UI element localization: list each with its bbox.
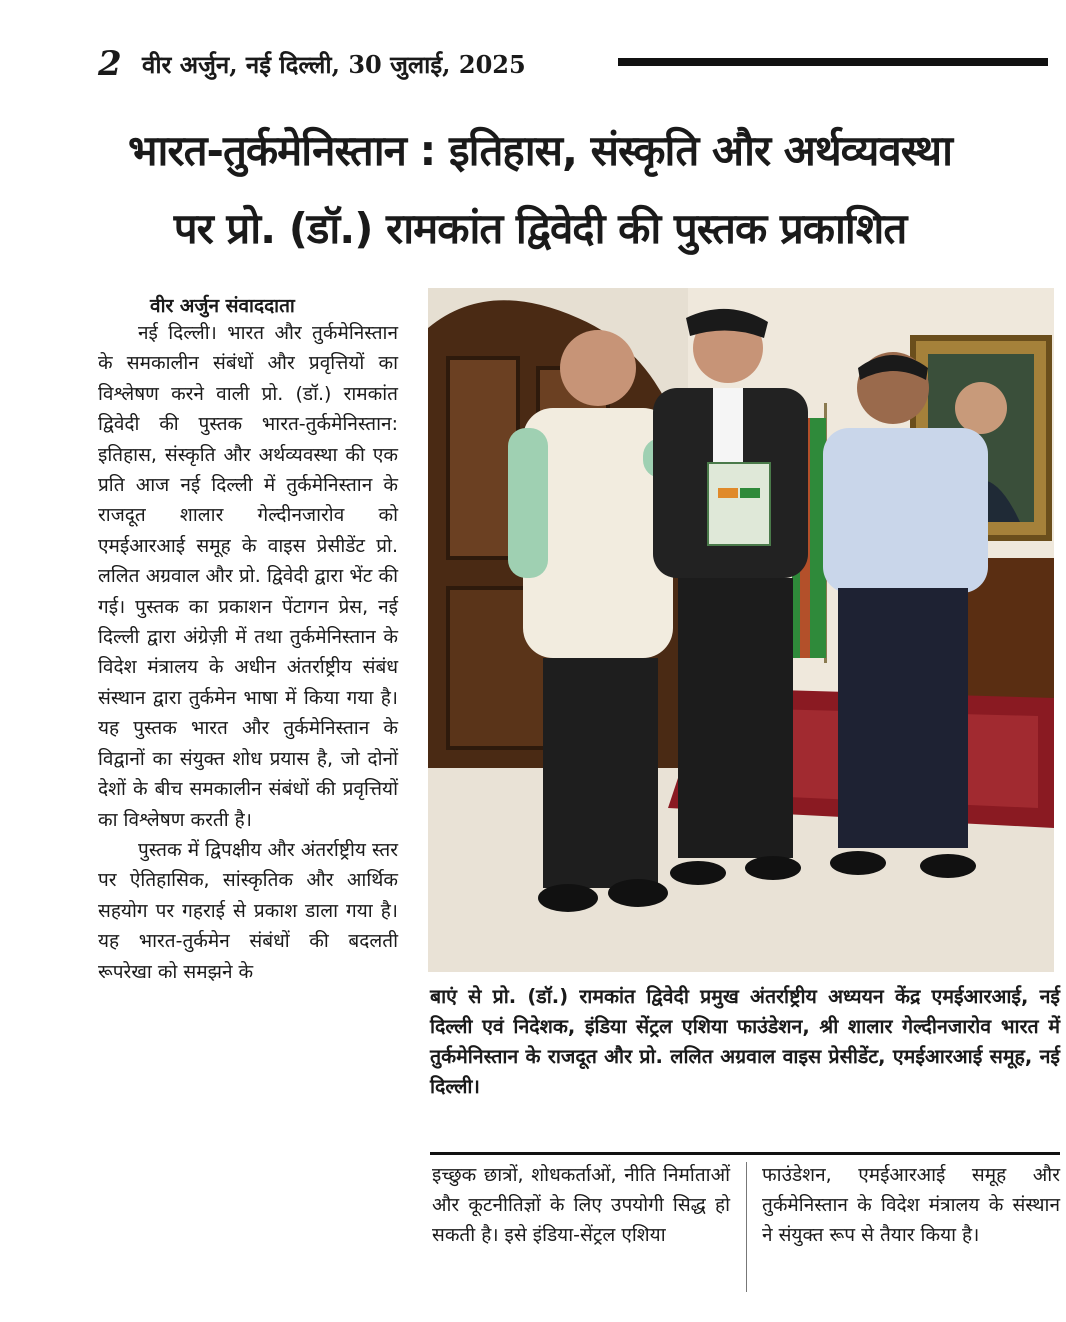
headline (40, 112, 1040, 268)
column-divider (746, 1162, 747, 1292)
page-number: 2 (98, 44, 122, 84)
photo-caption: बाएं से प्रो. (डॉ.) रामकांत द्विवेदी प्रमुख अंतर्राष्ट्रीय अध्ययन केंद्र एमईआरआई, नई दिल्ली एवं निदेशक, इंडिया सेंट्रल एशिया फाउंडेशन, श्री शालार गेल्दीनजारोव भारत में तुर्कमेनिस्तान के राजदूत और प्रो. ललित अग्रवाल वाइस प्रेसीडेंट, एमईआरआई समूह, नई दिल्ली। (430, 985, 1060, 1098)
photo-illustration (428, 288, 1054, 972)
article-continued-column-2: फाउंडेशन, एमईआरआई समूह और तुर्कमेनिस्तान के विदेश मंत्रालय के संस्थान ने संयुक्त रूप से तैयार किया है। (762, 1164, 1060, 1246)
article-paragraph-1: नई दिल्ली। भारत और तुर्कमेनिस्तान के समकालीन संबंधों और प्रवृत्तियों का विश्लेषण करने वाली प्रो. (डॉ.) रामकांत द्विवेदी की पुस्तक भारत-तुर्कमेनिस्तान: इतिहास, संस्कृति और अर्थव्यवस्था की एक प्रति आज नई दिल्ली में तुर्कमेनिस्तान के राजदूत शालार गेल्दीनजारोव को एमईआरआई समूह के वाइस प्रेसीडेंट प्रो. ललित अग्रवाल और प्रो. द्विवेदी द्वारा भेंट की गई। पुस्तक का प्रकाशन पेंटागन प्रेस, नई दिल्ली द्वारा अंग्रेज़ी में तथा तुर्कमेनिस्तान के विदेश मंत्रालय के अधीन अंतर्राष्ट्रीय संबंध संस्थान द्वारा तुर्कमेन भाषा में किया गया है। यह पुस्तक भारत और तुर्कमेनिस्तान के विद्वानों का संयुक्त शोध प्रयास है, जो दोनों देशों के बीच समकालीन संबंधों की प्रवृत्तियों का विश्लेषण करती है। (98, 322, 398, 831)
article-continued-column-1: इच्छुक छात्रों, शोधकर्ताओं, नीति निर्माताओं और कूटनीतिज्ञों के लिए उपयोगी सिद्ध हो सकती है। इसे इंडिया-सेंट्रल एशिया (432, 1164, 730, 1246)
news-photo (428, 288, 1054, 972)
article-paragraph-2: पुस्तक में द्विपक्षीय और अंतर्राष्ट्रीय स्तर पर ऐतिहासिक, सांस्कृतिक और आर्थिक सहयोग पर गहराई से प्रकाश डाला गया है। यह भारत-तुर्कमेन संबंधों की बदलती रूपरेखा को समझने के (98, 838, 398, 983)
person-right (823, 352, 988, 878)
headline-line-1: भारत-तुर्कमेनिस्तान : इतिहास, संस्कृति और अर्थव्यवस्था (128, 126, 952, 175)
book (708, 463, 770, 545)
masthead (98, 44, 1048, 84)
dateline: वीर अर्जुन, नई दिल्ली, 30 जुलाई, 2025 (142, 50, 526, 79)
byline: वीर अर्जुन संवाददाता (150, 295, 295, 317)
masthead-rule (618, 58, 1048, 66)
headline-line-2: पर प्रो. (डॉ.) रामकांत द्विवेदी की पुस्तक प्रकाशित (173, 204, 907, 253)
caption-rule (430, 1152, 1060, 1155)
article-column-left (98, 318, 398, 987)
